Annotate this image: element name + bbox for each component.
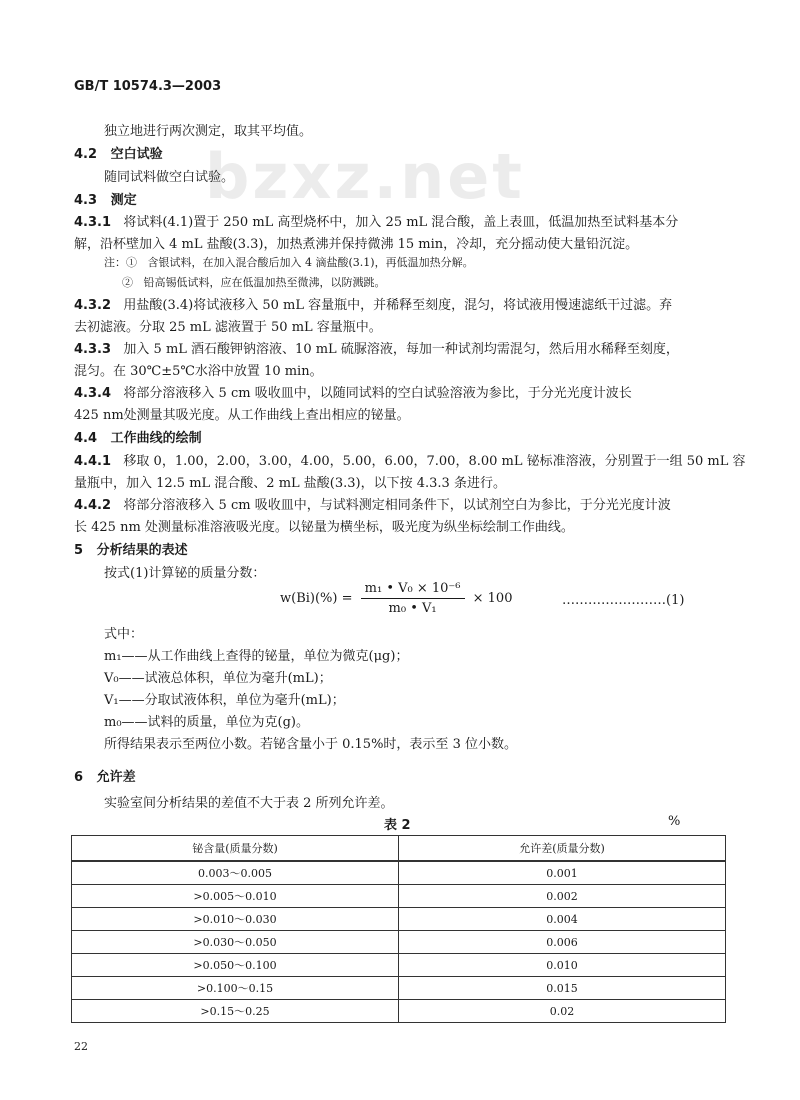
definition-item: m₁——从工作曲线上查得的铋量，单位为微克(μg)；	[104, 649, 409, 664]
section-title: 工作曲线的绘制	[110, 431, 202, 446]
section-heading	[74, 539, 188, 558]
section-heading	[74, 427, 202, 446]
table-row	[72, 977, 726, 1000]
formula-lhs: w(Bi)(%) =	[280, 591, 353, 606]
table-row	[72, 908, 726, 931]
note-label: 注：①	[104, 256, 137, 269]
clause-number: 4.3.4	[74, 386, 112, 401]
table-cell: 0.010	[399, 954, 726, 977]
table-cell: >0.100～0.15	[72, 977, 399, 1000]
section-heading	[74, 143, 163, 162]
table-cell: 0.004	[399, 908, 726, 931]
clause-text: 将部分溶液移入 5 cm 吸收皿中，与试料测定相同条件下，以试剂空白为参比，于分光光度计波	[123, 498, 671, 513]
clause-text: 量瓶中，加入 12.5 mL 混合酸、2 mL 盐酸(3.3)，以下按 4.3.3 条进行。	[74, 476, 506, 491]
clause-text: 移取 0，1.00，2.00，3.00，4.00，5.00，6.00，7.00，8.00 mL 铋标准溶液，分别置于一组 50 mL 容	[123, 454, 746, 469]
table-cell: >0.005～0.010	[72, 885, 399, 908]
clause-line	[74, 450, 746, 469]
clause-line	[74, 294, 672, 313]
formula	[280, 581, 512, 616]
paragraph-text: 所得结果表示至两位小数。若铋含量小于 0.15%时，表示至 3 位小数。	[104, 737, 517, 752]
definition-item: V₁——分取试液体积，单位为毫升(mL)；	[104, 693, 345, 708]
clause-text: 混匀。在 30℃±5℃水浴中放置 10 min。	[74, 364, 323, 379]
clause-line	[74, 338, 679, 357]
clause-text: 解，沿杯壁加入 4 mL 盐酸(3.3)，加热煮沸并保持微沸 15 min，冷却，充分摇动使大量铅沉淀。	[74, 237, 639, 252]
section-number: 4.2	[74, 147, 98, 162]
clause-number: 4.3.2	[74, 298, 112, 313]
table-cell: 0.006	[399, 931, 726, 954]
section-number: 4.4	[74, 431, 98, 446]
clause-text: 将部分溶液移入 5 cm 吸收皿中，以随同试料的空白试验溶液为参比，于分光光度计波长	[123, 386, 632, 401]
page-number: 22	[74, 1040, 88, 1053]
formula-multiplier: × 100	[472, 591, 513, 606]
equation-number: ……………………(1)	[562, 593, 685, 608]
table-cell: 0.002	[399, 885, 726, 908]
definition-item: V₀——试液总体积，单位为毫升(mL)；	[104, 671, 332, 686]
table-cell: 0.003～0.005	[72, 861, 399, 885]
paragraph-text: 随同试料做空白试验。	[104, 170, 235, 185]
table-cell: >0.15～0.25	[72, 1000, 399, 1023]
clause-line	[74, 382, 632, 401]
clause-text: 将试料(4.1)置于 250 mL 高型烧杯中，加入 25 mL 混合酸，盖上表皿，低温加热至试料基本分	[123, 215, 679, 230]
table-cell: >0.050～0.100	[72, 954, 399, 977]
table-cell: 0.015	[399, 977, 726, 1000]
table-cell: 0.02	[399, 1000, 726, 1023]
formula-numerator: m₁ • V₀ × 10⁻⁶	[361, 581, 465, 599]
watermark-text: bzxz.net	[205, 140, 525, 213]
definition-item: m₀——试料的质量，单位为克(g)。	[104, 715, 310, 730]
paragraph-text: 按式(1)计算铋的质量分数：	[104, 566, 266, 581]
table-cell: >0.010～0.030	[72, 908, 399, 931]
note-label: ②	[122, 276, 133, 289]
clause-text: 加入 5 mL 酒石酸钾钠溶液、10 mL 硫脲溶液，每加一种试剂均需混匀，然后用水稀释至刻度，	[123, 342, 679, 357]
section-title: 允许差	[96, 770, 136, 785]
table-unit: %	[668, 814, 681, 829]
table-caption: 表 2	[384, 818, 411, 833]
note-text: 含银试料，在加入混合酸后加入 4 滴盐酸(3.1)，再低温加热分解。	[147, 256, 474, 269]
paragraph-text: 独立地进行两次测定，取其平均值。	[104, 124, 313, 139]
section-number: 4.3	[74, 193, 98, 208]
section-title: 空白试验	[110, 147, 163, 162]
table-cell: >0.030～0.050	[72, 931, 399, 954]
table-row	[72, 885, 726, 908]
note-text: 铅高锡低试料，应在低温加热至微沸，以防溅跳。	[143, 276, 386, 289]
clause-text: 用盐酸(3.4)将试液移入 50 mL 容量瓶中，并稀释至刻度，混匀，将试液用慢速滤纸干过滤。弃	[123, 298, 673, 313]
clause-number: 4.3.3	[74, 342, 112, 357]
clause-number: 4.4.2	[74, 498, 112, 513]
table-row	[72, 861, 726, 885]
where-label: 式中：	[104, 627, 144, 642]
clause-line	[74, 211, 678, 230]
note-line	[122, 274, 386, 290]
section-number: 5	[74, 543, 84, 558]
paragraph-text: 实验室间分析结果的差值不大于表 2 所列允许差。	[104, 796, 394, 811]
table-row	[72, 1000, 726, 1023]
clause-number: 4.4.1	[74, 454, 112, 469]
table-header-cell: 允许差(质量分数)	[399, 836, 726, 862]
section-title: 测定	[110, 193, 137, 208]
clause-text: 去初滤液。分取 25 mL 滤液置于 50 mL 容量瓶中。	[74, 320, 382, 335]
section-heading	[74, 766, 136, 785]
clause-line	[74, 494, 671, 513]
note-line	[104, 254, 474, 270]
table-header-cell: 铋含量(质量分数)	[72, 836, 399, 862]
section-title: 分析结果的表述	[96, 543, 188, 558]
table-row	[72, 954, 726, 977]
standard-header: GB/T 10574.3—2003	[74, 79, 222, 94]
table-row	[72, 931, 726, 954]
formula-fraction	[361, 581, 465, 616]
allowance-table	[71, 835, 726, 1023]
clause-text: 长 425 nm 处测量标准溶液吸光度。以铋量为横坐标，吸光度为纵坐标绘制工作曲线。	[74, 520, 574, 535]
section-number: 6	[74, 770, 84, 785]
table-header-row	[72, 836, 726, 862]
formula-denominator: m₀ • V₁	[388, 601, 437, 616]
section-heading	[74, 189, 137, 208]
clause-number: 4.3.1	[74, 215, 112, 230]
table-cell: 0.001	[399, 861, 726, 885]
clause-text: 425 nm处测量其吸光度。从工作曲线上查出相应的铋量。	[74, 408, 410, 423]
